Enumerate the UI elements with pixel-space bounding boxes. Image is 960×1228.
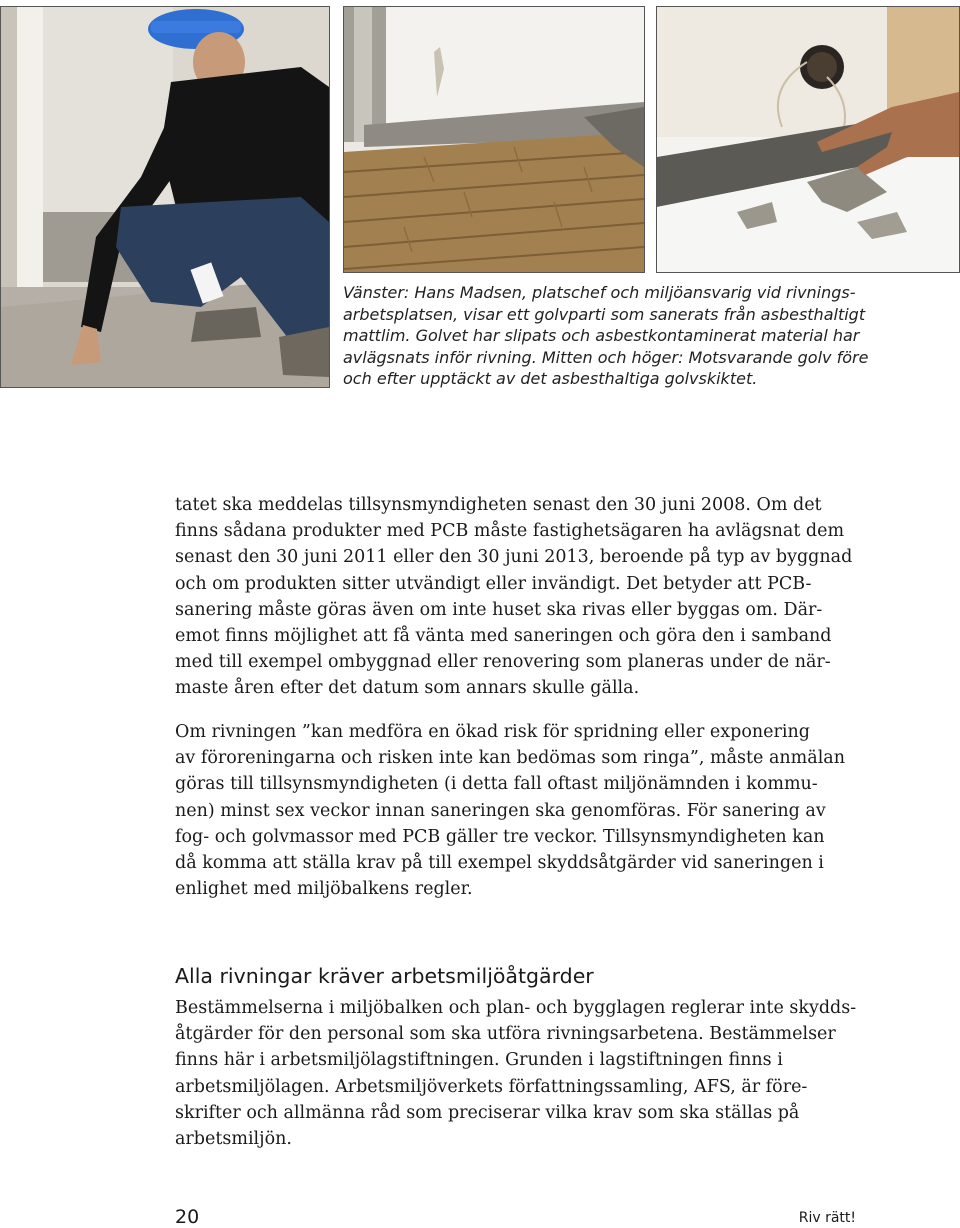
text-line: emot finns möjlighet att få vänta med saneringen och göra den i samband xyxy=(175,626,832,647)
photo-caption xyxy=(343,282,943,390)
text-line: fog- och golvmassor med PCB gäller tre veckor. Tillsynsmyndigheten kan xyxy=(175,826,825,847)
footer-title: Riv rätt! xyxy=(798,1210,856,1226)
caption-line: avlägsnats inför rivning. Mitten och höger: Motsvarande golv före xyxy=(343,347,869,367)
text-line: då komma att ställa krav på till exempel skyddsåtgärder vid saneringen i xyxy=(175,853,824,874)
photo-wooden-floor-before xyxy=(343,6,645,273)
text-line: Om rivningen ”kan medföra en ökad risk för spridning eller exponering xyxy=(175,722,810,742)
paragraph-demolition-notice xyxy=(175,719,875,902)
text-line: maste åren efter det datum som annars skulle gälla. xyxy=(175,678,640,699)
caption-line: Vänster: Hans Madsen, platschef och miljöansvarig vid rivnings- xyxy=(343,283,856,302)
text-line: tatet ska meddelas tillsynsmyndigheten senast den 30 juni 2008. Om det xyxy=(175,495,822,515)
paragraph-pcb-deadlines xyxy=(175,492,875,702)
text-line: skrifter och allmänna råd som preciserar vilka krav som ska ställas på xyxy=(175,1102,800,1123)
text-line: finns sådana produkter med PCB måste fastighetsägaren ha avlägsnat dem xyxy=(175,521,845,542)
text-line: finns här i arbetsmiljölagstiftningen. Grunden i lagstiftningen finns i xyxy=(175,1050,783,1071)
text-line: arbetsmiljön. xyxy=(175,1129,292,1150)
text-line: åtgärder för den personal som ska utföra rivningsarbetena. Bestämmelser xyxy=(175,1024,836,1045)
paragraph-work-environment xyxy=(175,995,875,1152)
text-line: och om produkten sitter utvändigt eller invändigt. Det betyder att PCB- xyxy=(175,573,812,594)
text-line: av föroreningarna och risken inte kan bedömas som ringa”, måste anmälan xyxy=(175,748,845,769)
section-heading: Alla rivningar kräver arbetsmiljöåtgärder xyxy=(175,964,594,988)
text-line: göras till tillsynsmyndigheten (i detta fall oftast miljönämnden i kommu- xyxy=(175,774,818,795)
caption-line: och efter upptäckt av det asbesthaltiga golvskiktet. xyxy=(343,369,758,388)
photo-asbestos-layer-after xyxy=(656,6,960,273)
text-line: med till exempel ombyggnad eller renovering som planeras under de när- xyxy=(175,652,831,673)
text-line: arbetsmiljölagen. Arbetsmiljöverkets författningssamling, AFS, är före- xyxy=(175,1076,808,1097)
photo-worker-floor xyxy=(0,6,330,388)
text-line: sanering måste göras även om inte huset ska rivas eller byggas om. Där- xyxy=(175,599,823,620)
text-line: senast den 30 juni 2011 eller den 30 juni 2013, beroende på typ av byggnad xyxy=(175,547,853,568)
text-line: Bestämmelserna i miljöbalken och plan- och bygglagen reglerar inte skydds- xyxy=(175,998,857,1018)
text-line: enlighet med miljöbalkens regler. xyxy=(175,879,473,900)
caption-line: arbetsplatsen, visar ett golvparti som sanerats från asbesthaltigt xyxy=(343,304,866,324)
caption-line: mattlim. Golvet har slipats och asbestkontaminerat material har xyxy=(343,326,860,345)
text-line: nen) minst sex veckor innan saneringen ska genomföras. För sanering av xyxy=(175,800,826,821)
page-number: 20 xyxy=(175,1206,200,1228)
